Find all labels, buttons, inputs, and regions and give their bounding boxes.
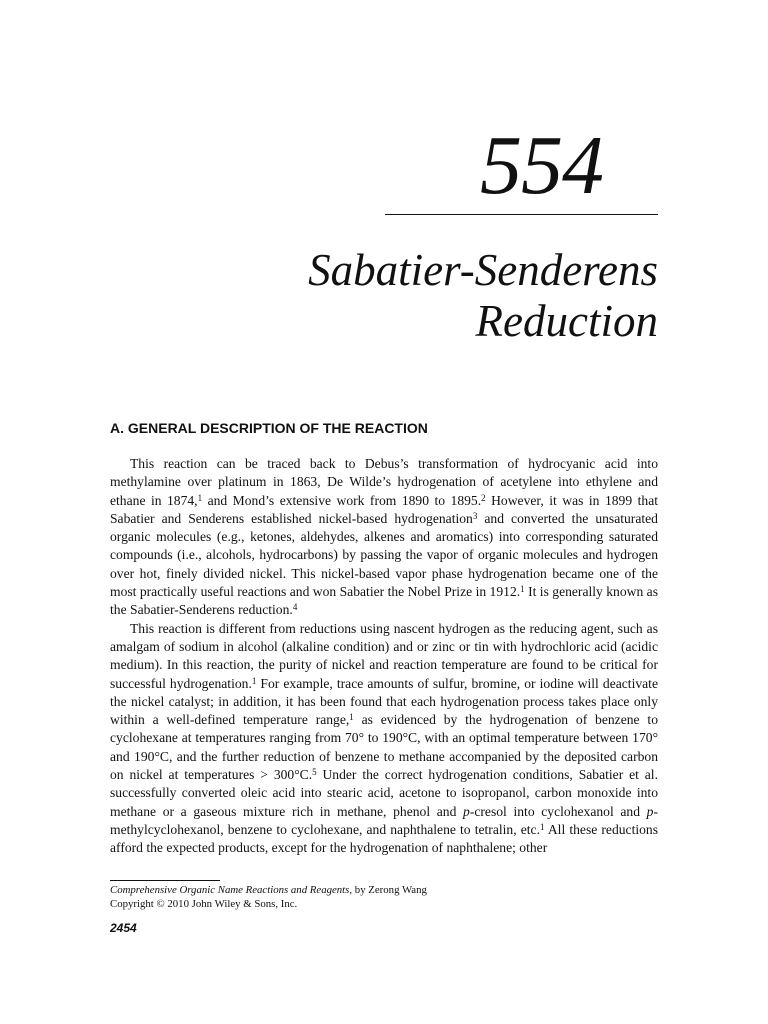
text-run: Under the correct hydrogenation conditions, Sabatier et al. successfully converted oleic acid into stearic acid, acetone to isopropanol, carbon monoxide into methane or a gaseous mixture rich in methane, phenol and [110, 767, 658, 819]
chapter-title-line-1: Sabatier-Senderens [308, 245, 658, 295]
text-run: -methylcyclohexanol, benzene to cyclohexane, and naphthalene to tetralin, etc. [110, 803, 658, 837]
italic-text: p [646, 803, 654, 819]
reference-marker: 5 [312, 767, 317, 778]
italic-text: p [463, 803, 470, 819]
reference-marker: 1 [197, 492, 203, 503]
reference-marker: 1 [520, 584, 525, 595]
footnote-citation [110, 883, 427, 897]
body-text [110, 455, 658, 858]
reference-marker: 1 [539, 821, 545, 832]
text-run: All these reductions afford the expected products, except for the hydrogenation of naphthalene; other [110, 821, 659, 856]
text-run: This reaction can be traced back to Debus’s transformation of hydrocyanic acid into methylamine over platinum in 1863, De Wilde’s hydrogenation of acetylene into ethylene and ethane in 1874, [110, 456, 658, 508]
book-title: Comprehensive Organic Name Reactions and Reagents, [110, 884, 353, 896]
text-run: and Mond’s extensive work from 1890 to 1895. [202, 492, 482, 508]
reference-marker: 2 [481, 492, 486, 503]
footnote-rule [110, 880, 220, 881]
text-run: -cresol into cyclohexanol and [469, 803, 647, 819]
text-run: For example, trace amounts of sulfur, bromine, or iodine will deactivate the nickel catalyst; in addition, it has been found that each hydrogenation process takes place only within a well-defined temperature range, [110, 675, 658, 728]
text-run: It is generally known as the Sabatier-Senderens reduction. [110, 584, 659, 618]
text-run: However, it was in 1899 that Sabatier and Senderens established nickel-based hydrogenation [110, 492, 658, 526]
copyright-line: Copyright © 2010 John Wiley & Sons, Inc. [110, 898, 298, 910]
text-run: and converted the unsaturated organic molecules (e.g., ketones, aldehydes, alkenes and aromatics) into corresponding saturated compounds (i.e., alcohols, hydrocarbons) by passing the vapor of organic molecules and hydrogen over hot, finely divided nickel. This nickel-based vapor phase hydrogenation became one of the most practically useful reactions and won Sabatier the Nobel Prize in 1912. [110, 510, 658, 600]
paragraph [110, 620, 658, 858]
page-number: 2454 [110, 921, 137, 935]
reference-marker: 1 [349, 712, 354, 723]
paragraph [110, 455, 658, 620]
chapter-title-line-2: Reduction [475, 296, 658, 346]
chapter-number: 554 [480, 119, 603, 212]
chapter-title [308, 245, 658, 347]
reference-marker: 4 [292, 602, 298, 613]
footnote [110, 883, 427, 911]
section-heading: A. GENERAL DESCRIPTION OF THE REACTION [110, 420, 428, 436]
reference-marker: 3 [472, 510, 478, 521]
reference-marker: 1 [251, 675, 257, 686]
text-run: as evidenced by the hydrogenation of benzene to cyclohexane at temperatures ranging from 70° to 190°C, with an optimal temperature between 170° and 190°C, and the further reduction of benzene to methane accompanied by the deposited carbon on nickel at temperatures > 300°C. [110, 712, 658, 783]
chapter-rule [385, 214, 658, 215]
book-author: by Zerong Wang [352, 884, 427, 896]
text-run: This reaction is different from reductions using nascent hydrogen as the reducing agent, such as amalgam of sodium in alcohol (alkaline condition) and or zinc or tin with hydrochloric acid (acidic medium). In this reaction, the purity of nickel and reaction temperature are found to be critical for successful hydrogenation. [110, 620, 658, 691]
